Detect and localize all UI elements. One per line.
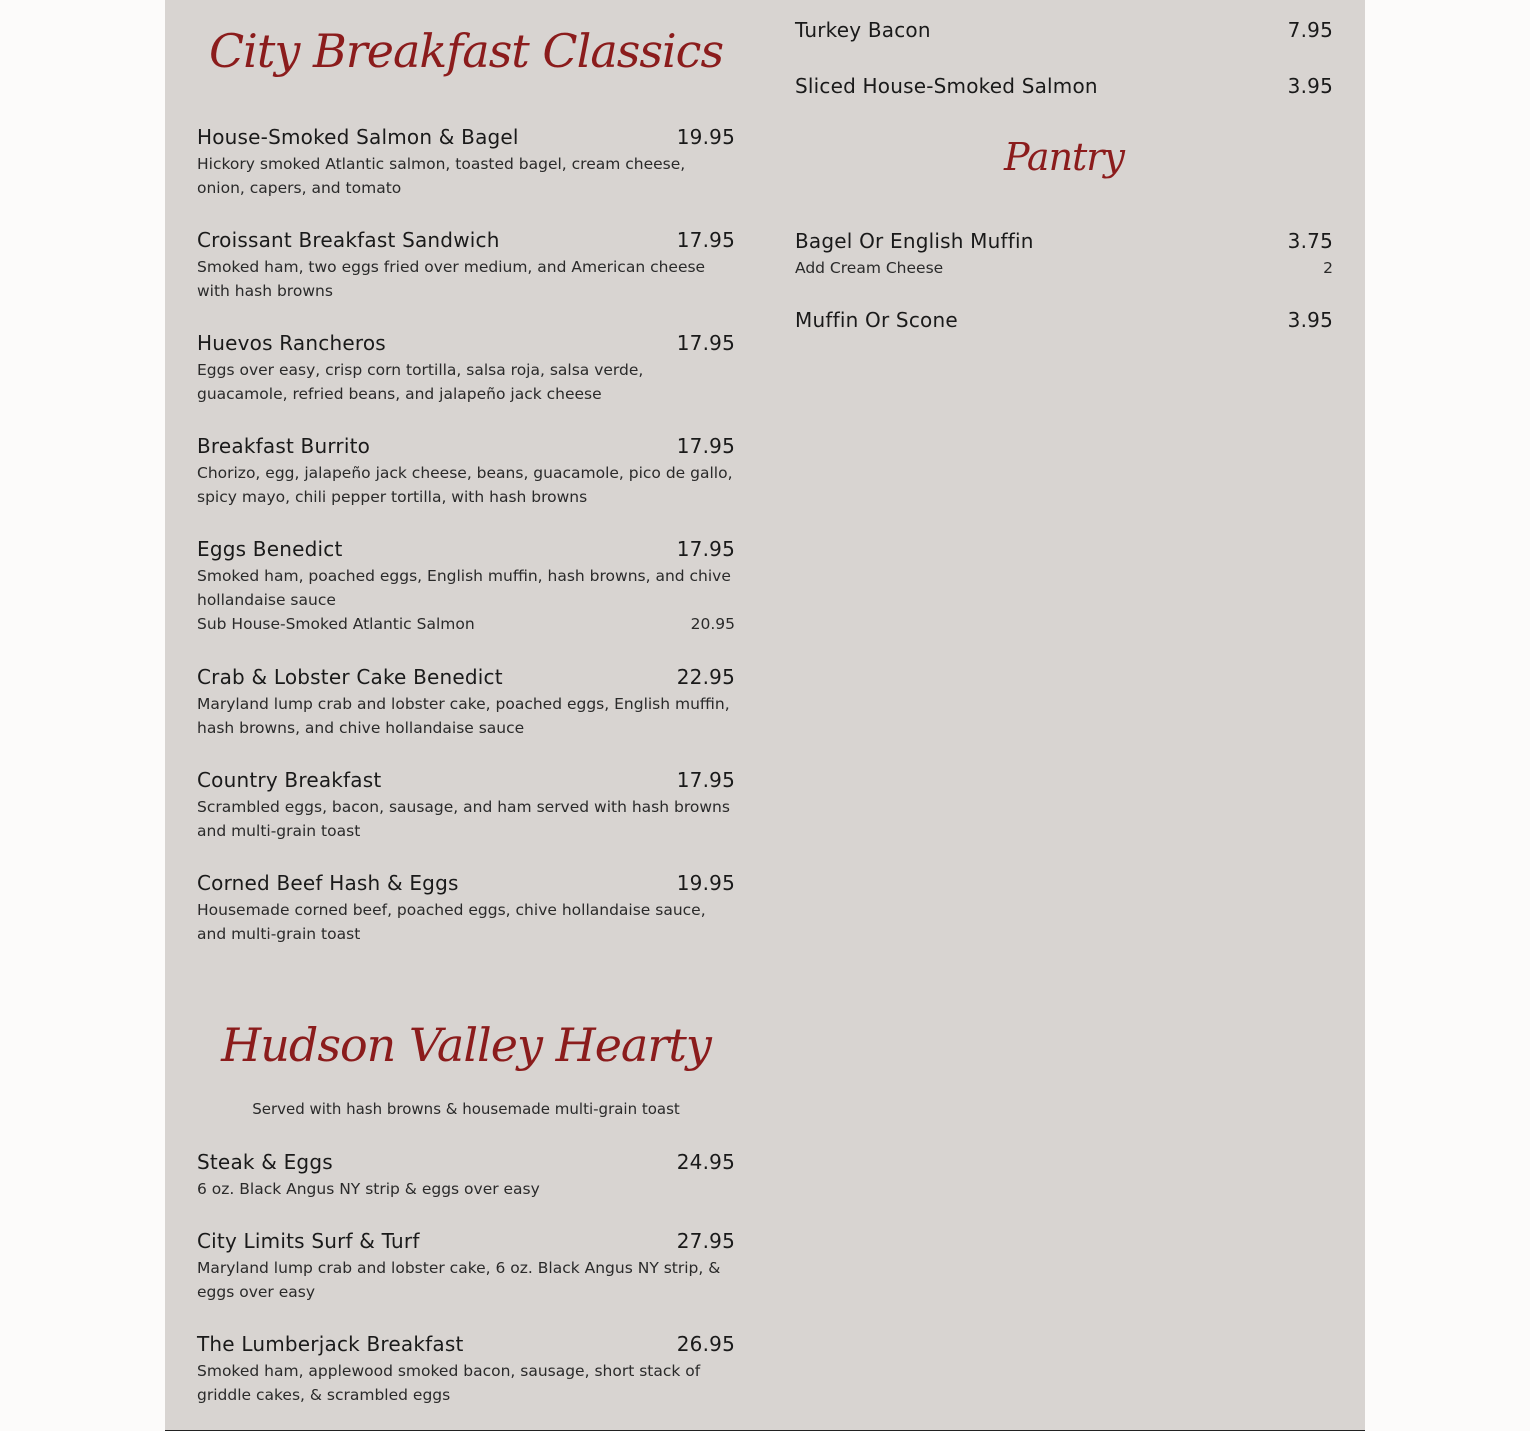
addon-name: Sub House-Smoked Atlantic Salmon [197,615,475,633]
item-name: Bagel Or English Muffin [795,229,1034,253]
item-price: 3.95 [1287,74,1333,98]
item-price: 17.95 [676,228,735,252]
menu-item [197,1150,735,1201]
item-price: 17.95 [676,434,735,458]
item-price: 26.95 [676,1332,735,1356]
item-price: 17.95 [676,331,735,355]
menu-item [795,229,1333,280]
item-description: Eggs over easy, crisp corn tortilla, salsa roja, salsa verde, guacamole, refried beans, and jalapeño jack cheese [197,361,644,403]
item-description: Housemade corned beef, poached eggs, chive hollandaise sauce, and multi-grain toast [197,901,706,943]
item-name: Steak & Eggs [197,1150,333,1174]
item-description: Chorizo, egg, jalapeño jack cheese, beans, guacamole, pico de gallo, spicy mayo, chili pepper tortilla, with hash browns [197,464,733,506]
item-addon [795,256,1333,280]
item-price: 3.75 [1287,229,1333,253]
item-price: 19.95 [676,125,735,149]
addon-price: 20.95 [690,615,735,633]
item-description: Smoked ham, two eggs fried over medium, and American cheese with hash browns [197,258,706,300]
menu-item [197,228,735,303]
item-description: Maryland lump crab and lobster cake, 6 oz. Black Angus NY strip, & eggs over easy [197,1259,721,1301]
item-name: Croissant Breakfast Sandwich [197,228,500,252]
item-description: Smoked ham, applewood smoked bacon, sausage, short stack of griddle cakes, & scrambled eggs [197,1362,701,1404]
item-name: Corned Beef Hash & Eggs [197,871,459,895]
item-name: City Limits Surf & Turf [197,1229,420,1253]
menu-item [197,537,735,636]
menu-page [165,0,1365,1431]
item-description: Scrambled eggs, bacon, sausage, and ham served with hash browns and multi-grain toast [197,798,730,840]
item-price: 17.95 [676,537,735,561]
item-description: 6 oz. Black Angus NY strip & eggs over easy [197,1180,540,1198]
item-name: The Lumberjack Breakfast [197,1332,464,1356]
section-title-hearty: Hudson Valley Hearty [221,1018,711,1072]
addon-name: Add Cream Cheese [795,259,944,277]
item-addon [197,612,735,636]
menu-item [197,768,735,843]
item-name: Eggs Benedict [197,537,343,561]
section-subtitle-hearty: Served with hash browns & housemade multi-grain toast [252,1100,680,1118]
item-price: 27.95 [676,1229,735,1253]
menu-item [197,1229,735,1304]
item-price: 24.95 [676,1150,735,1174]
item-price: 19.95 [676,871,735,895]
item-description: Maryland lump crab and lobster cake, poached eggs, English muffin, hash browns, and chive hollandaise sauce [197,695,730,737]
menu-item [197,1332,735,1407]
section-title-classics: City Breakfast Classics [208,24,724,78]
menu-item [197,434,735,509]
section-title-pantry: Pantry [1004,135,1124,179]
item-name: Muffin Or Scone [795,308,958,332]
menu-item [197,871,735,946]
menu-item [795,308,1333,332]
menu-item [197,331,735,406]
item-name: Huevos Rancheros [197,331,386,355]
menu-item [197,125,735,200]
item-name: House-Smoked Salmon & Bagel [197,125,519,149]
item-name: Breakfast Burrito [197,434,371,458]
item-description: Hickory smoked Atlantic salmon, toasted bagel, cream cheese, onion, capers, and tomato [197,155,686,197]
item-name: Crab & Lobster Cake Benedict [197,665,503,689]
item-price: 7.95 [1287,18,1333,42]
item-name: Sliced House-Smoked Salmon [795,74,1098,98]
menu-item [795,74,1333,98]
item-price: 3.95 [1287,308,1333,332]
item-price: 17.95 [676,768,735,792]
item-description: Smoked ham, poached eggs, English muffin, hash browns, and chive hollandaise sauce [197,567,731,609]
item-name: Country Breakfast [197,768,382,792]
addon-price: 2 [1323,259,1333,277]
menu-item [795,18,1333,42]
item-name: Turkey Bacon [795,18,931,42]
item-price: 22.95 [676,665,735,689]
menu-item [197,665,735,740]
